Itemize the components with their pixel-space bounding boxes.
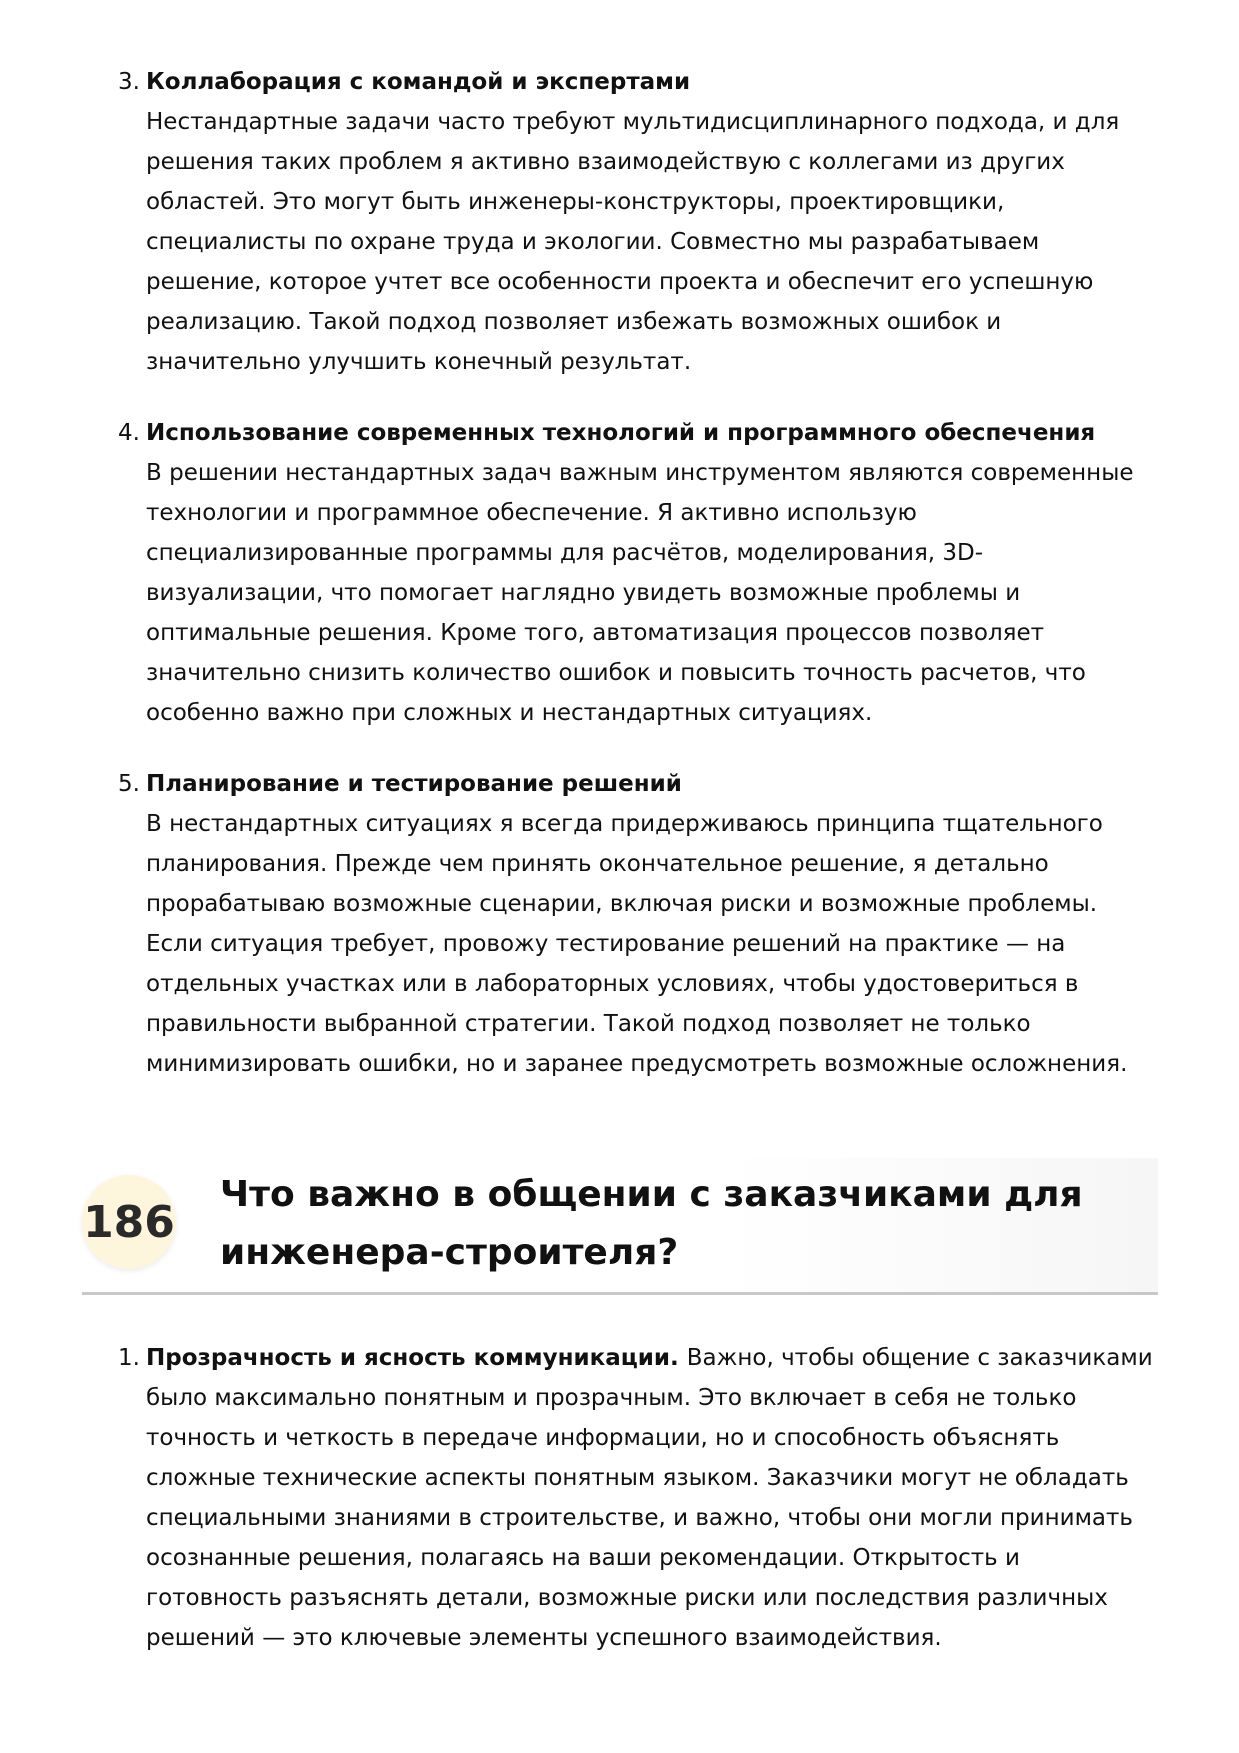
question-number-badge: 186: [82, 1175, 176, 1269]
list-item: [0, 1338, 1239, 1658]
list-item-title: Прозрачность и ясность коммуникации.: [146, 1345, 687, 1371]
list-item: [0, 413, 1239, 733]
list-item-title: Планирование и тестирование решений: [146, 771, 682, 797]
list-item-number: 4.: [118, 420, 140, 446]
numbered-list-bottom: [0, 1338, 1239, 1689]
list-item-body: В решении нестандартных задач важным инструментом являются современные технологии и программное обеспечение. Я активно использую специализированные программы для расчётов, моделирования, 3D-визуализации, что помогает наглядно увидеть возможные проблемы и оптимальные решения. Кроме того, автоматизация процессов позволяет значительно снизить количество ошибок и повысить точность расчетов, что особенно важно при сложных и нестандартных ситуациях.: [146, 460, 1134, 726]
list-item: [0, 764, 1239, 1084]
list-item: [0, 62, 1239, 382]
list-item-number: 1.: [118, 1345, 140, 1371]
question-header: [82, 1158, 1158, 1295]
list-item-title: Коллаборация с командой и экспертами: [146, 69, 691, 95]
list-item-number: 5.: [118, 771, 140, 797]
list-item-body: Нестандартные задачи часто требуют мультидисциплинарного подхода, и для решения таких проблем я активно взаимодействую с коллегами из других областей. Это могут быть инженеры-конструкторы, проектировщики, специалисты по охране труда и экологии. Совместно мы разрабатываем решение, которое учтет все особенности проекта и обеспечит его успешную реализацию. Такой подход позволяет избежать возможных ошибок и значительно улучшить конечный результат.: [146, 109, 1120, 375]
list-item-body: Важно, чтобы общение с заказчиками было максимально понятным и прозрачным. Это включает в себя не только точность и четкость в передаче информации, но и способность объяснять сложные технические аспекты понятным языком. Заказчики могут не обладать специальными знаниями в строительстве, и важно, чтобы они могли принимать осознанные решения, полагаясь на ваши рекомендации. Открытость и готовность разъяснять детали, возможные риски или последствия различных решений — это ключевые элементы успешного взаимодействия.: [146, 1345, 1153, 1651]
numbered-list-top: [0, 62, 1239, 1115]
list-item-body: В нестандартных ситуациях я всегда придерживаюсь принципа тщательного планирования. Прежде чем принять окончательное решение, я детально прорабатываю возможные сценарии, включая риски и возможные проблемы. Если ситуация требует, провожу тестирование решений на практике — на отдельных участках или в лабораторных условиях, чтобы удостовериться в правильности выбранной стратегии. Такой подход позволяет не только минимизировать ошибки, но и заранее предусмотреть возможные осложнения.: [146, 811, 1128, 1077]
list-item-title: Использование современных технологий и программного обеспечения: [146, 420, 1096, 446]
question-title: Что важно в общении с заказчиками для инженера-строителя?: [220, 1174, 1083, 1273]
list-item-number: 3.: [118, 69, 140, 95]
